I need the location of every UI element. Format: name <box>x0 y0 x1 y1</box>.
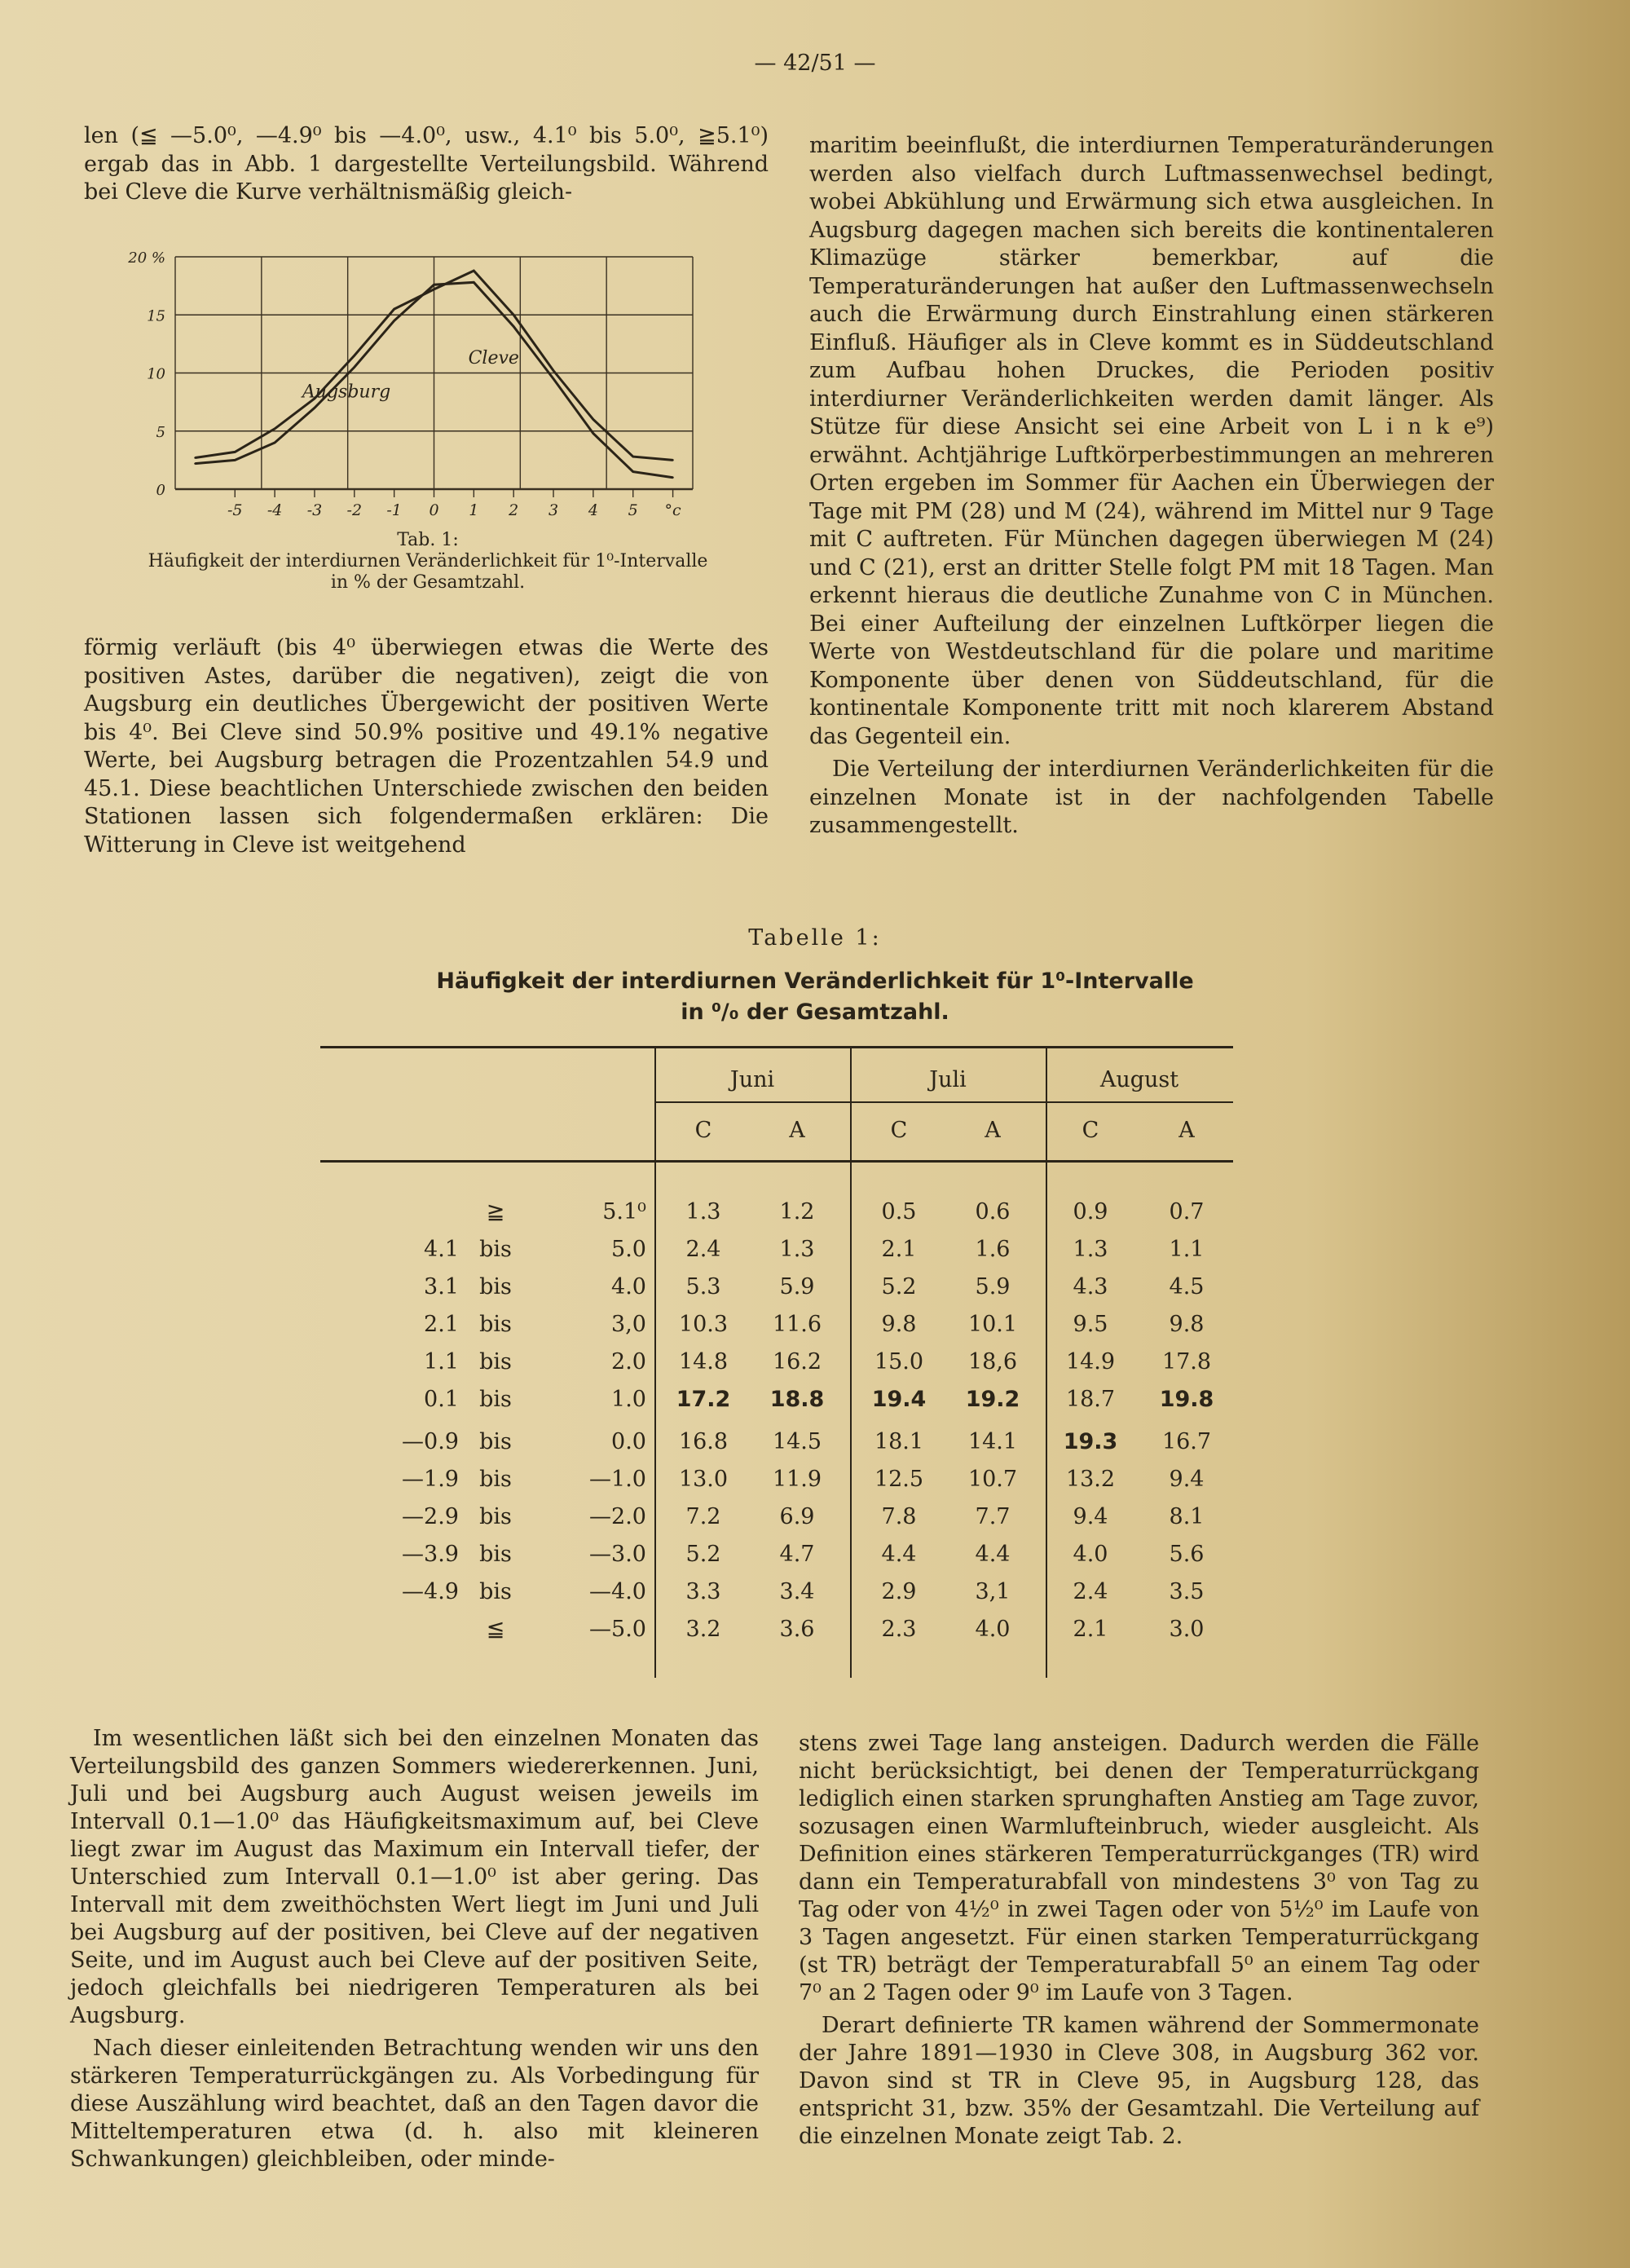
table-rule-months <box>654 1101 1233 1103</box>
table-cell: 2.1 <box>1073 1617 1108 1642</box>
table-cell: 4.3 <box>1073 1274 1108 1299</box>
x-tick-label: -2 <box>346 501 363 519</box>
y-tick-label: 15 <box>147 307 165 325</box>
table-cell: 3.6 <box>779 1617 815 1642</box>
table-cell: 3.5 <box>1169 1579 1205 1604</box>
table-interval-sep: bis <box>479 1312 512 1337</box>
table-title: Tabelle 1: <box>748 925 882 951</box>
table-cell: 3.3 <box>685 1579 721 1604</box>
x-tick-label: -4 <box>267 501 283 519</box>
table-cell: 9.4 <box>1073 1504 1108 1529</box>
table-subheader: C <box>694 1118 712 1143</box>
table-interval-to: 0.0 <box>611 1429 646 1454</box>
table-interval-from: 2.1 <box>424 1312 459 1337</box>
table-cell: 11.6 <box>772 1312 822 1337</box>
data-point <box>433 284 434 285</box>
table-cell: 1.3 <box>1073 1237 1108 1262</box>
data-point <box>234 451 236 452</box>
figure-caption <box>82 530 774 593</box>
table-heading-line: Häufigkeit der interdiurnen Veränderlichkeit für 1⁰-Intervalle <box>436 969 1194 994</box>
table-cell: 15.0 <box>874 1349 924 1374</box>
data-point <box>314 407 315 408</box>
table-cell: 4.0 <box>975 1617 1011 1642</box>
table-cell: 14.5 <box>772 1429 822 1454</box>
table-cell: 18.1 <box>874 1429 924 1454</box>
table-cell: 18.7 <box>1065 1387 1116 1412</box>
text-column-right <box>809 132 1494 841</box>
table-interval-from: —4.9 <box>402 1579 459 1604</box>
table-cell: 18.8 <box>769 1387 825 1412</box>
paragraph: Die Verteilung der interdiurnen Veränderlichkeiten für die einzelnen Monate ist in der nachfolgenden Tabelle zusammengestellt. <box>809 757 1494 838</box>
table-interval-sep: ≦ <box>486 1617 505 1642</box>
table-interval-to: —5.0 <box>589 1617 646 1642</box>
table-cell: 4.4 <box>881 1542 917 1567</box>
table-column-divider <box>1046 1046 1047 1678</box>
data-point <box>234 459 236 461</box>
table-cell: 4.4 <box>975 1542 1011 1567</box>
table-interval-to: 2.0 <box>611 1349 646 1374</box>
table-cell: 5.2 <box>685 1542 721 1567</box>
table-cell: 6.9 <box>779 1504 815 1529</box>
table-interval-to: —3.0 <box>589 1542 646 1567</box>
table-cell: 2.1 <box>881 1237 917 1262</box>
table-month-header: Juni <box>729 1067 775 1092</box>
x-tick-label: -1 <box>386 501 402 519</box>
table-interval-sep: bis <box>479 1467 512 1492</box>
table-rule-header <box>320 1160 1233 1163</box>
table-interval-from: —2.9 <box>402 1504 459 1529</box>
table-month-header: August <box>1099 1067 1179 1092</box>
table-cell: 16.7 <box>1161 1429 1212 1454</box>
table-cell: 19.3 <box>1063 1429 1118 1454</box>
table-cell: 9.5 <box>1073 1312 1108 1337</box>
data-point <box>593 432 594 434</box>
caption-text: in % der Gesamtzahl. <box>330 572 526 593</box>
caption-text: Häufigkeit der interdiurnen Veränderlichkeit für 1⁰-Intervalle <box>148 551 708 571</box>
table-cell: 13.0 <box>678 1467 729 1492</box>
table-cell: 1.3 <box>685 1199 721 1224</box>
table-cell: 3.2 <box>685 1617 721 1642</box>
paragraph: Derart definierte TR kamen während der Sommermonate der Jahre 1891—1930 in Cleve 308, in Augsburg 362 vor. Davon sind st TR in Cleve 95, in Augsburg 128, das entspricht 31, bzw. 35% der Gesamtzahl. Die Verteilung auf die einzelnen Monate zeigt Tab. 2. <box>799 2013 1479 2149</box>
y-tick-label: 0 <box>156 482 165 499</box>
table-cell: 10.7 <box>967 1467 1018 1492</box>
data-point <box>513 314 514 315</box>
table-month-header: Juli <box>929 1067 967 1092</box>
series-label-cleve: Cleve <box>468 348 519 369</box>
data-point <box>354 366 355 368</box>
table-subheader: C <box>890 1118 908 1143</box>
x-tick-label: -3 <box>306 501 323 519</box>
table-interval-sep: bis <box>479 1504 512 1529</box>
table-cell: 3,1 <box>975 1579 1011 1604</box>
data-point <box>194 457 196 458</box>
table-cell: 19.4 <box>871 1387 927 1412</box>
table-cell: 7.2 <box>685 1504 721 1529</box>
data-point <box>553 377 554 379</box>
y-tick-label: 5 <box>156 423 165 441</box>
table-cell: 2.9 <box>881 1579 917 1604</box>
table-interval-from: 4.1 <box>424 1237 459 1262</box>
data-point <box>553 369 554 371</box>
table-interval-from: 0.1 <box>424 1387 459 1412</box>
table-cell: 9.8 <box>881 1312 917 1337</box>
table-cell: 16.8 <box>678 1429 729 1454</box>
table-column-divider <box>850 1046 852 1678</box>
x-tick-label: 4 <box>588 501 598 519</box>
table-cell: 11.9 <box>772 1467 822 1492</box>
table-interval-from: —1.9 <box>402 1467 459 1492</box>
table-interval-to: 3,0 <box>611 1312 646 1337</box>
table-cell: 5.3 <box>685 1274 721 1299</box>
y-tick-label: 10 <box>147 365 165 383</box>
table-cell: 0.9 <box>1073 1199 1108 1224</box>
table-interval-to: 5.0 <box>611 1237 646 1262</box>
table-cell: 14.9 <box>1065 1349 1116 1374</box>
paragraph: förmig verläuft (bis 4⁰ überwiegen etwas die Werte des positiven Astes, darüber die negativen), zeigt die von Augsburg ein deutliches Übergewicht der positiven Werte bis 4⁰. Bei Cleve sind 50.9% positive und 49.1% negative Werte, bei Augsburg betragen die Prozentzahlen 54.9 und 45.1. Diese beachtlichen Unterschiede zwischen den beiden Stationen lassen sich folgendermaßen erklären: Die Witterung in Cleve ist weitgehend <box>84 635 769 858</box>
table-subheader: C <box>1082 1118 1099 1143</box>
table-interval-to: —2.0 <box>589 1504 646 1529</box>
table-cell: 4.5 <box>1169 1274 1205 1299</box>
table-cell: 1.2 <box>779 1199 815 1224</box>
table-cell: 5.9 <box>779 1274 815 1299</box>
data-point <box>354 355 355 356</box>
table-cell: 18,6 <box>967 1349 1018 1374</box>
x-tick-label: -5 <box>227 501 243 519</box>
y-tick-label: 20 % <box>128 249 165 267</box>
table-interval-to: —1.0 <box>589 1467 646 1492</box>
data-point <box>513 325 514 327</box>
chart-svg <box>130 245 701 534</box>
data-point <box>433 289 434 290</box>
table-interval-sep: bis <box>479 1237 512 1262</box>
table-cell: 12.5 <box>874 1467 924 1492</box>
table-cell: 17.8 <box>1161 1349 1212 1374</box>
table-subheader: A <box>985 1118 1001 1143</box>
x-tick-label: 3 <box>548 501 559 519</box>
table-cell: 0.5 <box>881 1199 917 1224</box>
series-label-augsburg: Augsburg <box>302 382 391 403</box>
table-interval-to: 4.0 <box>611 1274 646 1299</box>
x-tick-label: 0 <box>429 501 439 519</box>
data-point <box>672 459 673 461</box>
x-tick-label: °c <box>664 501 681 519</box>
data-point <box>672 477 673 479</box>
table-cell: 19.8 <box>1159 1387 1214 1412</box>
table-interval-sep: bis <box>479 1542 512 1567</box>
table-cell: 9.4 <box>1169 1467 1205 1492</box>
table-interval-from: —3.9 <box>402 1542 459 1567</box>
paragraph: len (≦ —5.0⁰, —4.9⁰ bis —4.0⁰, usw., 4.1⁰ bis 5.0⁰, ≧5.1⁰) ergab das in Abb. 1 dargestellte Verteilungsbild. Während bei Cleve die Kurve verhältnismäßig gleich- <box>84 123 769 205</box>
table-interval-sep: bis <box>479 1579 512 1604</box>
table-cell: 14.1 <box>967 1429 1018 1454</box>
table-cell: 1.6 <box>975 1237 1011 1262</box>
table-cell: 10.3 <box>678 1312 729 1337</box>
table-interval-sep: bis <box>479 1387 512 1412</box>
table-interval-to: —4.0 <box>589 1579 646 1604</box>
table-cell: 5.9 <box>975 1274 1011 1299</box>
table-interval-to: 5.1⁰ <box>602 1199 646 1224</box>
data-point <box>473 270 474 271</box>
table-heading-line: in ⁰/₀ der Gesamtzahl. <box>681 999 949 1025</box>
table-subheader: A <box>1178 1118 1195 1143</box>
data-point <box>632 456 634 457</box>
data-point <box>274 428 275 430</box>
caption-label: Tab. 1: <box>397 530 459 550</box>
table-cell: 5.6 <box>1169 1542 1205 1567</box>
data-point <box>393 320 394 321</box>
table-cell: 14.8 <box>678 1349 729 1374</box>
data-point <box>593 418 594 420</box>
table-cell: 1.1 <box>1169 1237 1205 1262</box>
table-cell: 3.4 <box>779 1579 815 1604</box>
table-interval-sep: ≧ <box>486 1199 505 1224</box>
data-table <box>320 1046 1233 1682</box>
paragraph: Im wesentlichen läßt sich bei den einzelnen Monaten das Verteilungsbild des ganzen Sommers wiedererkennen. Juni, Juli und bei Augsburg auch August weisen jeweils im Intervall 0.1—1.0⁰ das Häufigkeitsmaximum auf, bei Cleve liegt zwar im August das Maximum ein Intervall tiefer, der Unterschied zum Intervall 0.1—1.0⁰ ist aber gering. Das Intervall mit dem zweithöchsten Wert liegt im Juni und Juli bei Augsburg auf der positiven, bei Cleve auf der negativen Seite, und im August auch bei Cleve auf der positiven Seite, jedoch gleichfalls bei niedrigeren Temperaturen als bei Augsburg. <box>70 1726 759 2028</box>
table-cell: 2.4 <box>685 1237 721 1262</box>
table-subheader: A <box>789 1118 805 1143</box>
table-cell: 3.0 <box>1169 1617 1205 1642</box>
table-cell: 7.8 <box>881 1504 917 1529</box>
table-cell: 2.4 <box>1073 1579 1108 1604</box>
table-interval-from: —0.9 <box>402 1429 459 1454</box>
table-interval-sep: bis <box>479 1274 512 1299</box>
x-tick-label: 5 <box>628 501 638 519</box>
table-cell: 8.1 <box>1169 1504 1205 1529</box>
table-cell: 0.6 <box>975 1199 1011 1224</box>
page-number: — 42/51 — <box>754 51 876 76</box>
data-point <box>194 462 196 464</box>
table-interval-from: 3.1 <box>424 1274 459 1299</box>
paragraph: Nach dieser einleitenden Betrachtung wenden wir uns den stärkeren Temperaturrückgängen zu. Als Vorbedingung für diese Auszählung wird beachtet, daß an den Tagen davor die Mitteltemperaturen etwa (d. h. also mit kleineren Schwankungen) gleichbleiben, oder minde- <box>70 2036 759 2172</box>
table-interval-sep: bis <box>479 1429 512 1454</box>
table-cell: 2.3 <box>881 1617 917 1642</box>
text-column-mid-left <box>84 634 769 859</box>
table-cell: 17.2 <box>676 1387 731 1412</box>
table-heading <box>367 966 1263 1028</box>
x-tick-label: 1 <box>469 501 479 519</box>
paragraph: maritim beeinflußt, die interdiurnen Temperaturänderungen werden also vielfach durch Luftmassenwechsel bedingt, wobei Abkühlung und Erwärmung sich etwa ausgleichen. In Augsburg dagegen machen sich bereits die kontinentaleren Klimazüge stärker bemerkbar, auf die Temperaturänderungen hat außer den Luftmassenwechseln auch die Erwärmung durch Einstrahlung einen stärkeren Einfluß. Häufiger als in Cleve kommt es in Süddeutschland zum Aufbau hohen Druckes, die Perioden positiv interdiurner Veränderlichkeiten werden damit länger. Als Stütze für diese Ansicht sei eine Arbeit von L i n k e⁹) erwähnt. Achtjährige Luftkörperbestimmungen an mehreren Orten ergeben im Sommer für Aachen ein Überwiegen der Tage mit PM (28) und M (24), während im Mittel nur 9 Tage mit C auftreten. Für München dagegen überwiegen M (24) und C (21), erst an dritter Stelle folgt PM mit 18 Tagen. Man erkennt hieraus die deutliche Zunahme von C in München. Bei einer Aufteilung der einzelnen Luftkörper liegen die Werte von Westdeutschland für die polare und maritime Komponente über denen von Süddeutschland, für die kontinentale Komponente tritt mit noch klarerem Abstand das Gegenteil ein. <box>809 133 1494 749</box>
table-rule-top <box>320 1046 1233 1048</box>
text-column-top-left <box>84 122 769 207</box>
table-cell: 10.1 <box>967 1312 1018 1337</box>
table-interval-from: 1.1 <box>424 1349 459 1374</box>
figure-line-chart <box>130 245 701 534</box>
table-cell: 9.8 <box>1169 1312 1205 1337</box>
table-column-divider <box>654 1046 656 1678</box>
data-point <box>632 470 634 472</box>
data-point <box>274 442 275 443</box>
paragraph: stens zwei Tage lang ansteigen. Dadurch werden die Fälle nicht berücksichtigt, bei denen der Temperaturrückgang lediglich einen starken sprunghaften Anstieg am Tage zuvor, sozusagen einen Warmlufteinbruch, wieder ausgleicht. Als Definition eines stärkeren Temperaturrückganges (TR) wird dann ein Temperaturabfall von mindestens 3⁰ von Tag zu Tag oder von 4½⁰ in zwei Tagen oder von 5½⁰ im Laufe von 3 Tagen angesetzt. Für einen starken Temperaturrückgang (st TR) beträgt der Temperaturabfall 5⁰ an einem Tag oder 7⁰ an 2 Tagen oder 9⁰ im Laufe von 3 Tagen. <box>799 1731 1479 2005</box>
table-cell: 4.0 <box>1073 1542 1108 1567</box>
table-cell: 16.2 <box>772 1349 822 1374</box>
data-point <box>473 281 474 283</box>
table-interval-sep: bis <box>479 1349 512 1374</box>
table-interval-to: 1.0 <box>611 1387 646 1412</box>
text-column-bottom-left <box>70 1725 759 2173</box>
table-cell: 0.7 <box>1169 1199 1205 1224</box>
table-cell: 4.7 <box>779 1542 815 1567</box>
table-cell: 13.2 <box>1065 1467 1116 1492</box>
data-point <box>393 308 394 310</box>
table-cell: 7.7 <box>975 1504 1011 1529</box>
table-cell: 5.2 <box>881 1274 917 1299</box>
table-cell: 1.3 <box>779 1237 815 1262</box>
table-cell: 19.2 <box>965 1387 1020 1412</box>
text-column-bottom-right <box>799 1730 1479 2151</box>
x-tick-label: 2 <box>509 501 519 519</box>
